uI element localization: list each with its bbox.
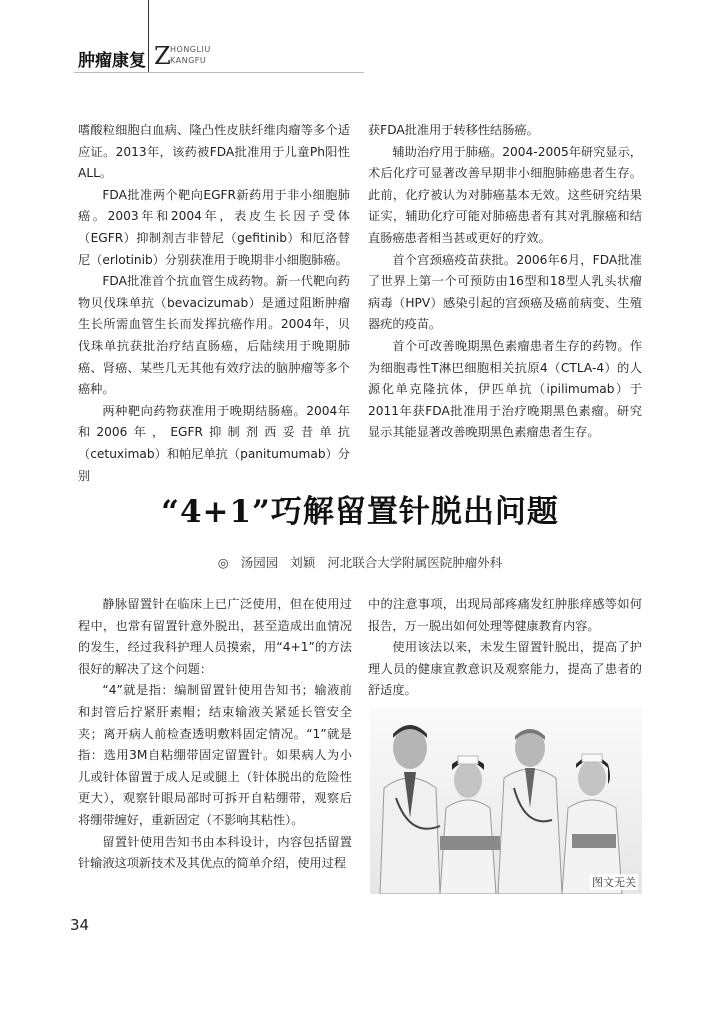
medical-staff-illustration [370,708,642,894]
paragraph: 留置针使用告知书由本科设计，内容包括留置针输液这项新技术及其优点的简单介绍，使用过程 [78,834,352,871]
page-header [0,0,720,80]
header-vertical-rule [148,0,149,72]
top-article-right-column [368,120,642,444]
paragraph: 静脉留置针在临床上已广泛使用，但在使用过程中，也常有留置针意外脱出，甚至造成出血情况的发生，经过我科护理人员摸索，用“4+1”的方法很好的解决了这个问题： [78,597,352,676]
paragraph: FDA批准首个抗血管生成药物。新一代靶向药物贝伐珠单抗（bevacizumab）是通过阻断肿瘤生长所需血管生长而发挥抗癌作用。2004年，贝伐珠单抗获批治疗结直肠癌，后陆续用于晚期肺癌、肾癌、某些几无其他有效疗法的脑肿瘤等多个癌种。 [78,274,350,397]
author-affiliation: 河北联合大学附属医院肿瘤外科 [327,555,503,570]
byline-symbol: ◎ [217,555,229,570]
article-right-column [368,594,642,702]
page-number: 34 [70,916,90,934]
paragraph: 首个宫颈癌疫苗获批。2006年6月，FDA批准了世界上第一个可预防由16型和18型人乳头状瘤病毒（HPV）感染引起的宫颈癌及癌前病变、生殖器疣的疫苗。 [368,252,642,332]
header-horizontal-rule [74,72,364,73]
author-name: 汤园园 [240,555,279,570]
paragraph: FDA批准两个靶向EGFR新药用于非小细胞肺癌。2003年和2004年，表皮生长因子受体（EGFR）抑制剂吉非替尼（gefitinib）和厄洛替尼（erlotinib）分别获准用于晚期非小细胞肺癌。 [78,187,350,267]
magazine-logo-line1: HONGLIU [170,45,211,54]
paragraph: 两种靶向药物获准用于晚期结肠癌。2004年和2006年，EGFR抑制剂西妥昔单抗（cetuximab）和帕尼单抗（panitumumab）分别 [78,403,350,483]
top-article-left-column [78,120,350,487]
magazine-logo-line2: KANGFU [170,56,207,65]
section-title: 肿瘤康复 [78,51,146,71]
paragraph: 嗜酸粒细胞白血病、隆凸性皮肤纤维肉瘤等多个适应证。2013年，该药被FDA批准用于儿童Ph阳性ALL。 [78,123,350,181]
medical-staff-photo [370,708,642,894]
photo-caption: 图文无关 [592,876,636,889]
article-left-column [78,594,352,875]
article-byline [0,553,720,571]
magazine-logo-letter: Z [154,42,171,70]
paragraph: 使用该法以来，未发生留置针脱出，提高了护理人员的健康宣教意识及观察能力，提高了患者的舒适度。 [368,640,642,698]
article-title: “4+1”巧解留置针脱出问题 [161,494,559,530]
paragraph: 首个可改善晚期黑色素瘤患者生存的药物。作为细胞毒性T淋巴细胞相关抗原4（CTLA-4）的人源化单克隆抗体，伊匹单抗（ipilimumab）于2011年获FDA批准用于治疗晚期黑色素瘤。研究显示其能显著改善晚期黑色素瘤患者生存。 [368,338,642,440]
paragraph: 辅助治疗用于肺癌。2004-2005年研究显示，术后化疗可显著改善早期非小细胞肺癌患者生存。此前，化疗被认为对肺癌基本无效。这些研究结果证实，辅助化疗可能对肺癌患者有其对乳腺癌和结直肠癌患者相当甚或更好的疗效。 [368,144,642,245]
paragraph: “4”就是指：编制留置针使用告知书；输液前和封管后拧紧肝素帽；结束输液关紧延长管安全夹；离开病人前检查透明敷料固定情况。“1”就是指：选用3M自粘绷带固定留置针。如果病人为小儿或针体留置于成人足或腿上（针体脱出的危险性更大），观察针眼局部时可拆开自粘绷带，观察后将绷带缠好，重新固定（不影响其粘性）。 [78,683,352,827]
author-name: 刘颖 [290,555,316,570]
paragraph: 中的注意事项，出现局部疼痛发红肿胀痒感等如何报告，万一脱出如何处理等健康教育内容。 [368,597,642,633]
paragraph: 获FDA批准用于转移性结肠癌。 [368,123,539,137]
